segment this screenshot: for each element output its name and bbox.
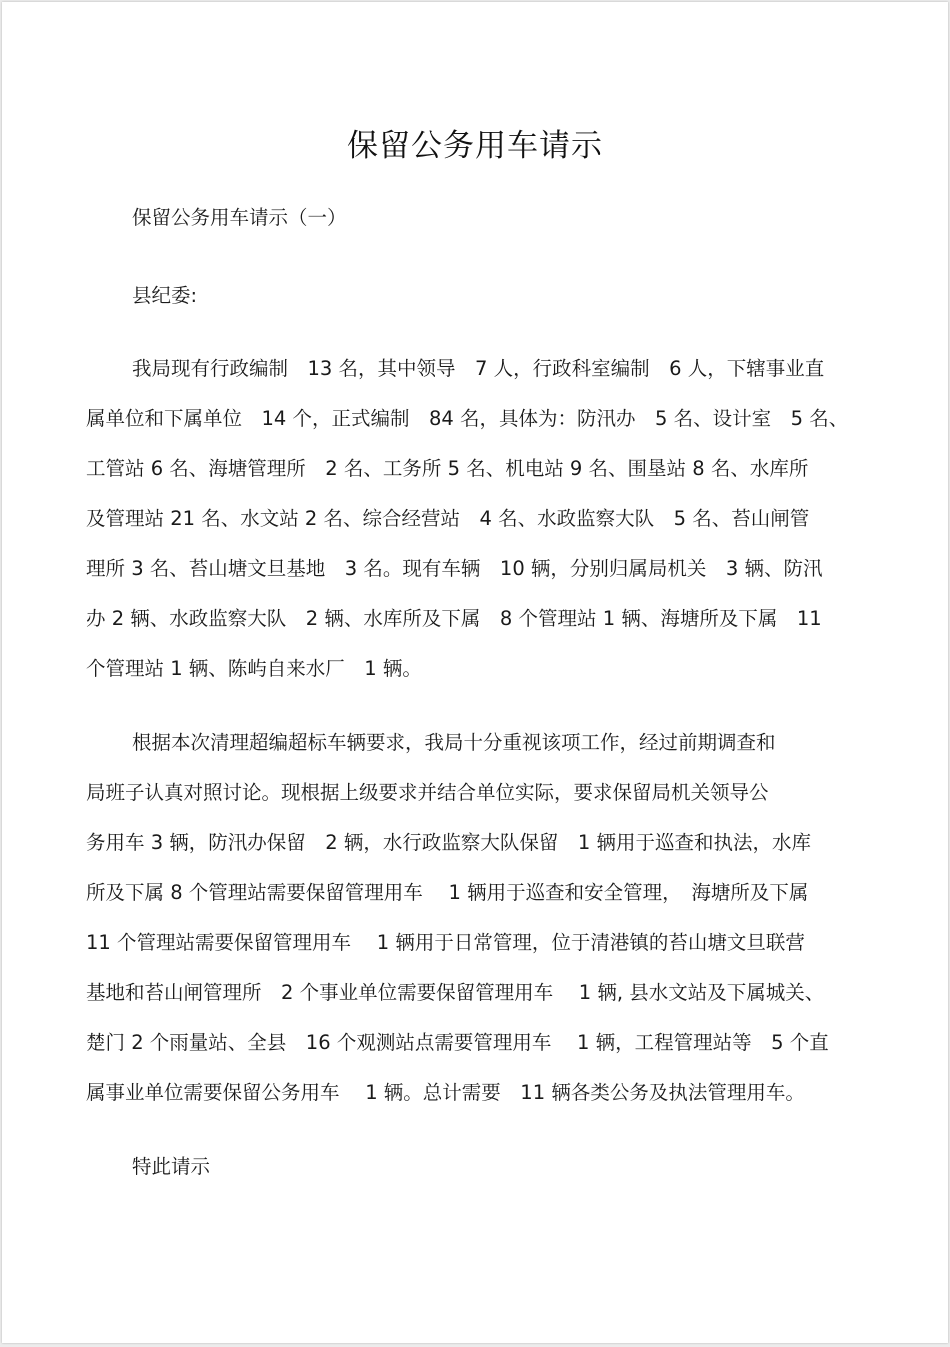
paragraph-line: 务用车 3 辆，防汛办保留 2 辆，水行政监察大队保留 1 辆用于巡查和执法，水库	[86, 831, 812, 854]
paragraph-line: 我局现有行政编制 13 名，其中领导 7 人，行政科室编制 6 人，下辖事业直	[132, 357, 825, 380]
paragraph-line: 局班子认真对照讨论。现根据上级要求并结合单位实际，要求保留局机关领导公	[86, 781, 769, 804]
document-title: 保留公务用车请示	[347, 128, 603, 164]
paragraph-line: 属事业单位需要保留公务用车 1 辆。总计需要 11 辆各类公务及执法管理用车。	[86, 1081, 805, 1104]
paragraph-line: 办 2 辆、水政监察大队 2 辆、水库所及下属 8 个管理站 1 辆、海塘所及下属 11	[86, 607, 822, 630]
paragraph-line: 11 个管理站需要保留管理用车 1 辆用于日常管理，位于清港镇的苔山塘文旦联营	[86, 931, 805, 954]
paragraph-line: 属单位和下属单位 14 个，正式编制 84 名，具体为：防汛办 5 名、设计室 5 名、	[86, 407, 849, 430]
paragraph-line: 所及下属 8 个管理站需要保留管理用车 1 辆用于巡查和安全管理， 海塘所及下属	[86, 881, 809, 904]
document-page	[2, 2, 948, 1343]
paragraph-line: 及管理站 21 名、水文站 2 名、综合经营站 4 名、水政监察大队 5 名、苔山闸管	[86, 507, 810, 530]
paragraph-line: 个管理站 1 辆、陈屿自来水厂 1 辆。	[86, 657, 422, 680]
addressee: 县纪委:	[132, 284, 198, 307]
paragraph-line: 工管站 6 名、海塘管理所 2 名、工务所 5 名、机电站 9 名、围垦站 8 名、水库所	[86, 457, 809, 480]
paragraph-line: 理所 3 名、苔山塘文旦基地 3 名。现有车辆 10 辆，分别归属局机关 3 辆、防汛	[86, 557, 823, 580]
paragraph-line: 基地和苔山闸管理所 2 个事业单位需要保留管理用车 1 辆, 县水文站及下属城关、	[86, 981, 825, 1004]
closing-text: 特此请示	[132, 1155, 211, 1178]
paragraph-line: 根据本次清理超编超标车辆要求，我局十分重视该项工作，经过前期调查和	[132, 731, 776, 754]
paragraph-line: 楚门 2 个雨量站、全县 16 个观测站点需要管理用车 1 辆，工程管理站等 5 个直	[86, 1031, 829, 1054]
document-subtitle: 保留公务用车请示（一）	[132, 206, 347, 229]
